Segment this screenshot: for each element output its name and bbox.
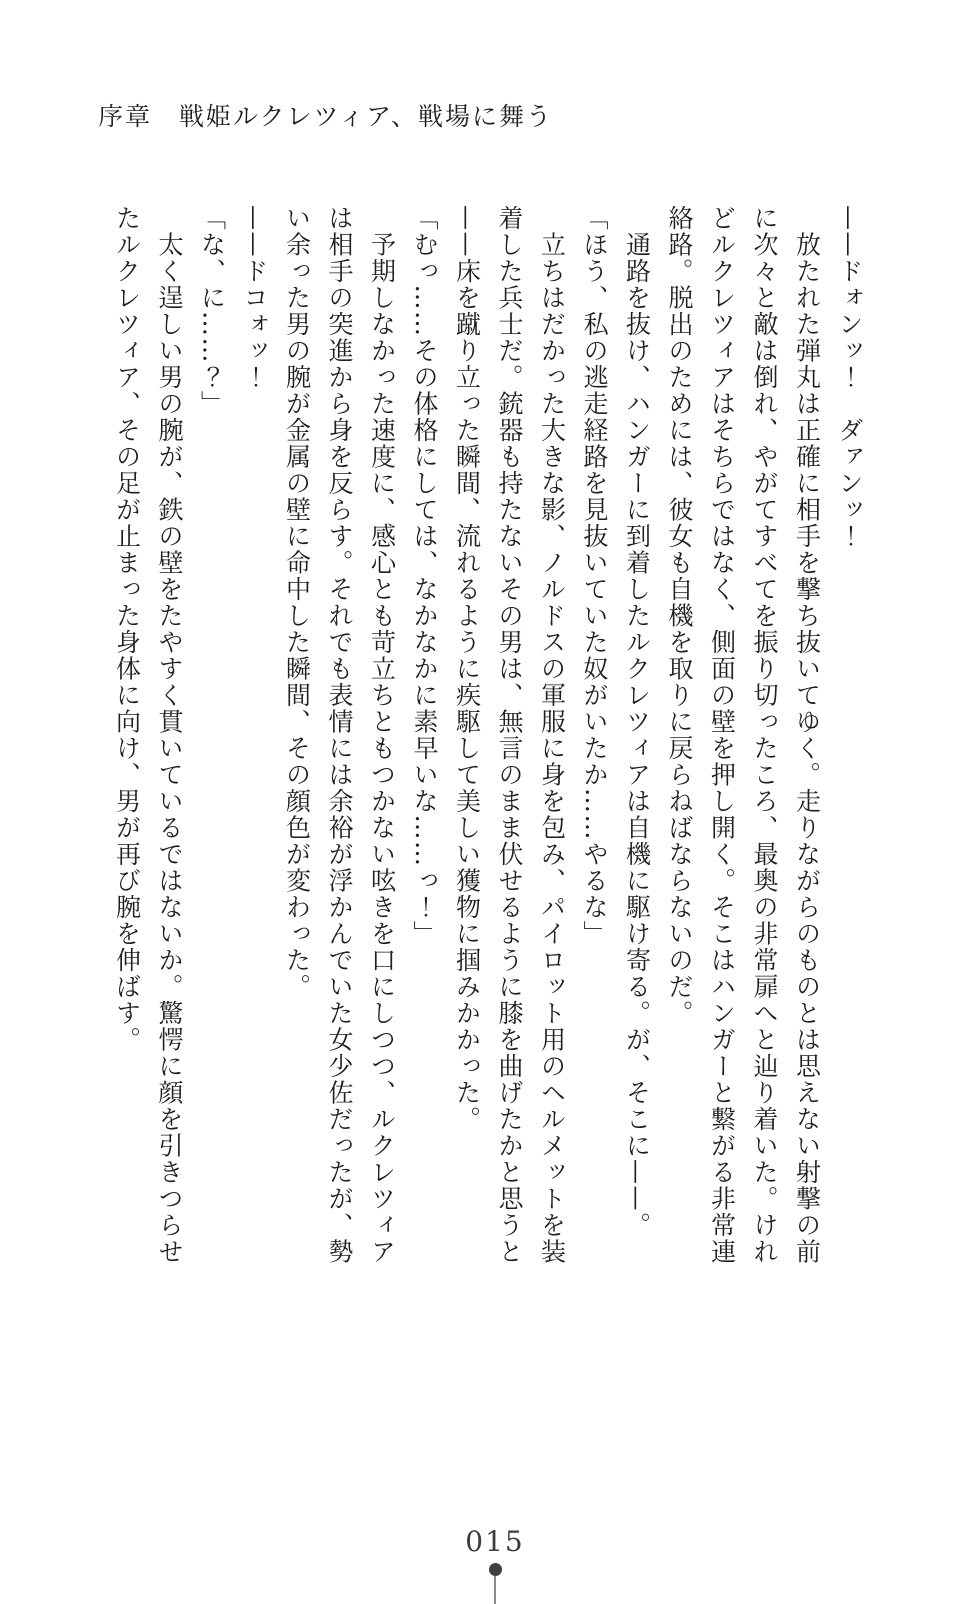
text-line: ——床を蹴り立った瞬間、流れるように疾駆して美しい獲物に掴みかかった。 — [452, 205, 482, 1133]
text-line: 絡路。脱出のためには、彼女も自機を取りに戻らねばならないのだ。 — [665, 205, 694, 1027]
footer-dot-ornament — [489, 1563, 502, 1576]
text-line: 立ちはだかった大きな影、ノルドスの軍服に身を包み、パイロット用のヘルメットを装 — [537, 205, 567, 1265]
text-line: 「むっ……その体格にしては、なかなかに素早いな……っ！」 — [410, 205, 439, 947]
text-line: 「ほう、私の逃走経路を見抜いていた奴がいたか……やるな」 — [580, 205, 609, 947]
text-line: 着した兵士だ。銃器も持たないその男は、無言のまま伏せるように膝を曲げたかと思うと — [495, 205, 524, 1265]
text-line: ——ドコォッ！ — [240, 205, 269, 391]
text-line: は相手の突進から身を反らす。それでも表情には余裕が浮かんでいた女少佐だったが、勢 — [325, 205, 354, 1265]
page-number: 015 — [465, 1525, 525, 1558]
text-line: どルクレツィアはそちらではなく、側面の壁を押し開く。そこはハンガーと繋がる非常連 — [707, 205, 737, 1265]
text-line: たルクレツィア、その足が止まった身体に向け、男が再び腕を伸ばす。 — [112, 205, 142, 1053]
chapter-header: 序章 戦姫ルクレツィア、戦場に舞う — [98, 102, 554, 131]
text-line: 通路を抜け、ハンガーに到着したルクレツィアは自機に駆け寄る。が、そこに——。 — [622, 205, 652, 1239]
text-line: ——ドォンッ！ ダァンッ！ — [835, 205, 864, 550]
footer-stem-ornament — [494, 1576, 496, 1604]
text-line: 予期しなかった速度に、感心とも苛立ちともつかない呟きを口にしつつ、ルクレツィア — [367, 205, 397, 1265]
text-line: 放たれた弾丸は正確に相手を撃ち抜いてゆく。走りながらのものとは思えない射撃の前 — [792, 205, 822, 1265]
text-line: 太く逞しい男の腕が、鉄の壁をたやすく貫いているではないか。驚愕に顔を引きつらせ — [155, 205, 184, 1265]
text-line: に次々と敵は倒れ、やがてすべてを振り切ったころ、最奥の非常扉へと辿り着いた。けれ — [750, 205, 779, 1265]
text-line: い余った男の腕が金属の壁に命中した瞬間、その顔色が変わった。 — [282, 205, 312, 1000]
page-footer — [450, 1527, 540, 1604]
text-line: 「な、に……？」 — [197, 205, 227, 417]
body-text-block — [105, 205, 870, 1277]
